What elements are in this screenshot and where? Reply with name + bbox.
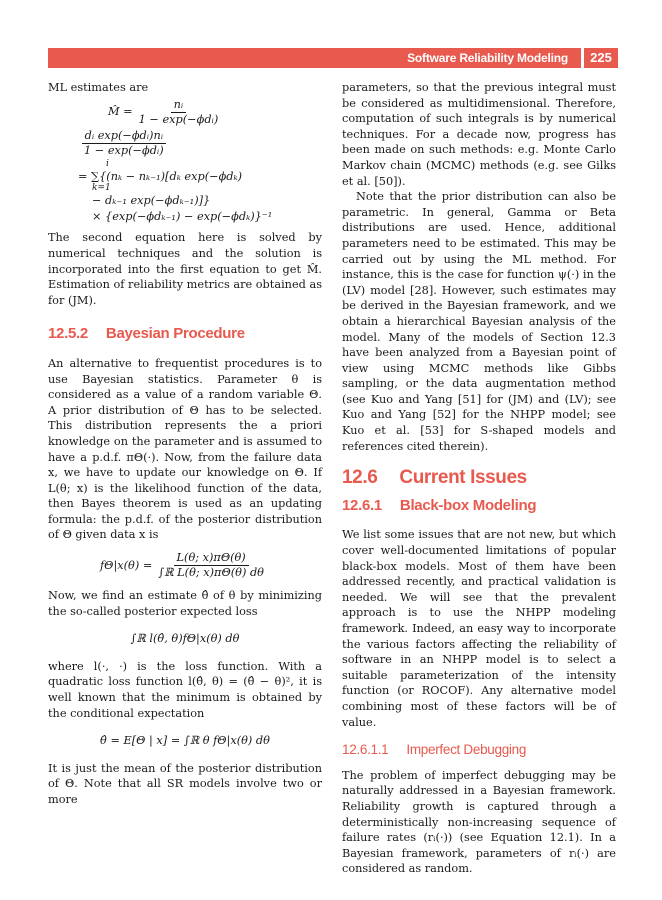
equation-posterior xyxy=(48,551,322,580)
section-heading-12-6 xyxy=(342,467,616,489)
section-number: 12.6 xyxy=(342,467,378,489)
eq1-lhs: M̂ = xyxy=(108,105,133,119)
eq1-numerator: nᵢ xyxy=(171,98,187,113)
eq4-fraction xyxy=(155,551,267,580)
right-column xyxy=(342,80,616,877)
section-title: Black-box Modeling xyxy=(399,496,537,514)
eq1-denominator: 1 − exp(−ϕdᵢ) xyxy=(138,112,219,126)
eq1-fraction xyxy=(136,98,222,127)
section-heading-12-6-1-1 xyxy=(342,742,616,758)
paragraph-posterior-loss: Now, we find an estimate θ̂ of θ by minimizing the so-called posterior expected loss xyxy=(48,589,322,618)
eq2-fraction xyxy=(81,129,167,158)
equation-sum xyxy=(48,160,322,225)
eq3-line1: = ∑{(nₖ − nₖ₋₁)[dₖ exp(−ϕdₖ) xyxy=(78,169,243,183)
equation-phi xyxy=(48,129,322,158)
paragraph-ml-solution: The second equation here is solved by numerical techniques and the solution is incorporated into the first equation to get M̂. Estimation of reliability metrics are obtained as for (JM). xyxy=(48,231,322,307)
section-number: 12.5.2 xyxy=(48,325,88,343)
eq4-numerator: L(θ; x)πΘ(θ) xyxy=(174,551,249,566)
equation-m-hat xyxy=(48,98,322,127)
eq3-line2: − dₖ₋₁ exp(−ϕdₖ₋₁)]} xyxy=(92,194,211,208)
paragraph-prior-parametric: Note that the prior distribution can also be parametric. In general, Gamma or Beta distributions are used. Hence, additional parameters need to be estimated. This may be carried out by using the ML method. For instance, this is the case for function ψ(·) in the (LV) model [28]. However, such estimates may be derived in the Bayesian framework, and we obtain a hierarchical Bayesian analysis of the model. Many of the models of Section 12.3 have been analyzed from a Bayesian point of view using MCMC methods like Gibbs sampling, or the data augmentation method (see Kuo and Yang [51] for (JM) and (LV); see Kuo and Yang [52] for the NHPP model; see Kuo et al. [53] for S-shaped models and references cited therein). xyxy=(342,190,616,453)
section-heading-12-5-2 xyxy=(48,326,322,342)
eq4-lhs: fΘ|x(θ) = xyxy=(100,558,153,572)
sum-upper-limit: i xyxy=(106,158,109,169)
paragraph-multidimensional: parameters, so that the previous integral must be considered as multidimensional. Therefore, computation of such integrals is by numerical techniques. For a decade now, progress has been made on such methods: e.g. Monte Carlo Markov chain (MCMC) methods (e.g. see Gilks et al. [50]). xyxy=(342,81,616,188)
paragraph-black-box-issues: We list some issues that are not new, but which cover well-documented limitations of popular black-box models. Most of them have been addressed recently, and practical validation is needed. We will see that the prevalent approach is to use the NHPP modeling framework. Indeed, an easy way to incorporate the various factors affecting the reliability of software in an NHPP model is to select a suitable parameterization of the intensity function (or ROCOF). Any alternative model combining most of these factors will be of value. xyxy=(342,528,616,729)
eq4-denominator: ∫ℝ L(θ; x)πΘ(θ) dθ xyxy=(158,566,264,580)
paragraph-bayesian-intro: An alternative to frequentist procedures is to use Bayesian statistics. Parameter θ is considered as a value of a random variable Θ. A prior distribution of Θ has to be selected. This distribution represents the a priori knowledge on the parameter and is assumed to have a p.d.f. πΘ(·). Now, from the failure data x, we have to update our knowledge on Θ. If L(θ; x) is the likelihood function of the data, then Bayes theorem is used as an updating formula: the p.d.f. of the posterior distribution of Θ given data x is xyxy=(48,356,322,542)
left-column xyxy=(48,80,322,808)
section-number: 12.6.1 xyxy=(342,496,382,514)
section-title: Current Issues xyxy=(399,467,527,489)
running-header-title: Software Reliability Modeling xyxy=(407,51,568,65)
ml-intro: ML estimates are xyxy=(48,81,149,94)
eq3-line3: × {exp(−ϕdₖ₋₁) − exp(−ϕdₖ)}⁻¹ xyxy=(92,209,273,223)
sum-lower-limit: k=1 xyxy=(92,183,111,194)
section-heading-12-6-1 xyxy=(342,498,616,514)
equation-conditional-expectation: θ̂ = E[Θ | x] = ∫ℝ θ fΘ|x(θ) dθ xyxy=(100,734,270,748)
eq2-denominator: 1 − exp(−ϕdᵢ) xyxy=(84,143,164,157)
paragraph-loss-function: where l(·, ·) is the loss function. With a quadratic loss function l(θ̂, θ) = (θ̂ − θ)², it is well known that the minimum is obtained by the conditional expectation xyxy=(48,659,322,720)
running-header xyxy=(48,48,618,68)
equation-expected-loss: ∫ℝ l(θ̂, θ)fΘ|x(θ) dθ xyxy=(130,632,240,646)
paragraph-posterior-mean: It is just the mean of the posterior distribution of Θ. Note that all SR models involve two or more xyxy=(48,761,322,806)
section-number: 12.6.1.1 xyxy=(342,742,389,758)
section-title: Bayesian Procedure xyxy=(105,325,245,343)
paragraph-imperfect-debugging: The problem of imperfect debugging may be naturally addressed in a Bayesian framework. Reliability growth is captured through a deterministically non-increasing sequence of failure rates (rᵢ(·)) (see Equation 12.1). In a Bayesian framework, parameters of rᵢ(·) are considered as random. xyxy=(342,768,616,876)
eq2-numerator: dᵢ exp(−ϕdᵢ)nᵢ xyxy=(82,129,166,144)
page-number: 225 xyxy=(581,48,618,68)
section-title: Imperfect Debugging xyxy=(406,742,527,758)
